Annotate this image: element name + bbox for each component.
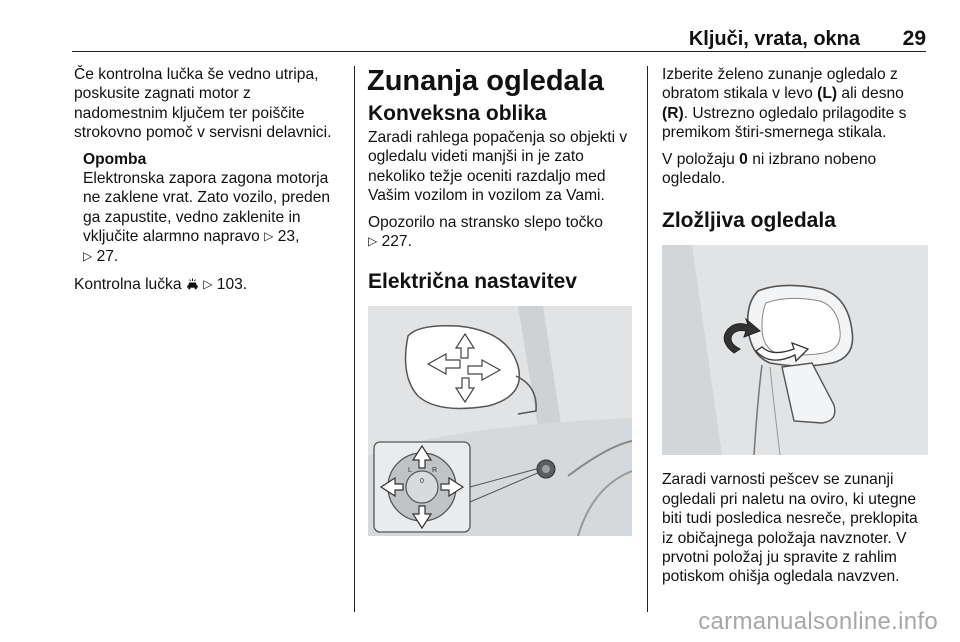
folding-mirror-illustration <box>662 245 928 455</box>
page-ref-103[interactable]: 103. <box>216 276 248 294</box>
position-zero-text-a: V položaju <box>662 150 735 168</box>
column-2 <box>368 65 634 536</box>
paragraph-select-mirror <box>662 65 926 143</box>
page-ref-27[interactable]: 27. <box>96 247 119 265</box>
note-body: Elektronska zapora zagona motorja ne zaklene vrat. Zato vozilo, preden ga zapustite, vedno zaklenite in vključite alarmno napravo <box>83 170 331 246</box>
car-alarm-icon <box>186 278 199 290</box>
subheading-electric-adjustment: Električna nastavitev <box>368 270 577 294</box>
blind-spot-text: Opozorilo na stransko slepo točko <box>368 213 603 231</box>
select-mirror-text-b: ali desno <box>841 85 904 103</box>
paragraph-indicator-lamp <box>74 275 344 294</box>
label-left-position: (L) <box>817 85 838 103</box>
running-header-title: Ključi, vrata, okna <box>688 28 860 50</box>
paragraph-position-zero <box>662 150 926 189</box>
page-ref-arrow-icon: ▷ <box>264 229 274 244</box>
column-1 <box>74 65 344 301</box>
paragraph-indicator-flashing: Če kontrolna lučka še vedno utripa, poskusite zagnati motor z nadomestnim ključem ter poiščite strokovno pomoč v servisni delavnici. <box>74 66 332 142</box>
section-heading-exterior-mirrors: Zunanja ogledala <box>367 65 604 97</box>
select-mirror-text-a: Izberite želeno zunanje ogledalo z obratom stikala v levo <box>662 66 898 103</box>
page-number: 29 <box>902 27 926 50</box>
page-ref-arrow-icon: ▷ <box>368 234 378 249</box>
paragraph-convex: Zaradi rahlega popačenja so objekti v ogledalu videti manjši in je zato nekoliko težje oceniti razdaljo med Vašim vozilom in vozilom za Vami. <box>368 129 628 205</box>
note-title: Opomba <box>83 150 147 168</box>
note-block <box>74 150 344 266</box>
page-ref-arrow-icon: ▷ <box>203 277 213 292</box>
page-ref-arrow-icon: ▷ <box>83 248 93 263</box>
column-divider-1 <box>354 66 355 612</box>
select-mirror-text-c: . Ustrezno ogledalo prilagodite s premikom štiri-smernega stikala. <box>662 104 907 142</box>
switch-label-right: R <box>432 467 438 475</box>
label-zero-position: 0 <box>739 150 748 168</box>
header-rule <box>72 51 926 52</box>
switch-label-zero: 0 <box>420 478 424 486</box>
indicator-lamp-label: Kontrolna lučka <box>74 276 182 294</box>
subheading-folding-mirrors: Zložljiva ogledala <box>662 209 836 233</box>
paragraph-pedestrian-safety: Zaradi varnosti pešcev se zunanji ogledali pri naletu na oviro, ki utegne biti tudi posledica nesreče, preklopita iz običajnega položaja navznoter. V prvotni položaj ju spravite z rahlim potiskom ohišja ogledala navzven. <box>662 471 918 586</box>
page-ref-23[interactable]: 23, <box>277 228 300 246</box>
page-ref-227[interactable]: 227. <box>381 233 412 251</box>
switch-label-left: L <box>408 467 412 475</box>
subheading-convex: Konveksna oblika <box>368 102 547 125</box>
column-3 <box>662 65 926 594</box>
position-zero-text-b: ni izbrano nobeno ogledalo. <box>662 150 877 188</box>
mirror-adjustment-illustration <box>368 306 632 536</box>
paragraph-blind-spot <box>368 213 634 252</box>
note-text <box>83 169 344 266</box>
label-right-position: (R) <box>662 104 684 122</box>
watermark: carmanualsonline.info <box>698 608 938 635</box>
column-divider-2 <box>647 66 648 612</box>
